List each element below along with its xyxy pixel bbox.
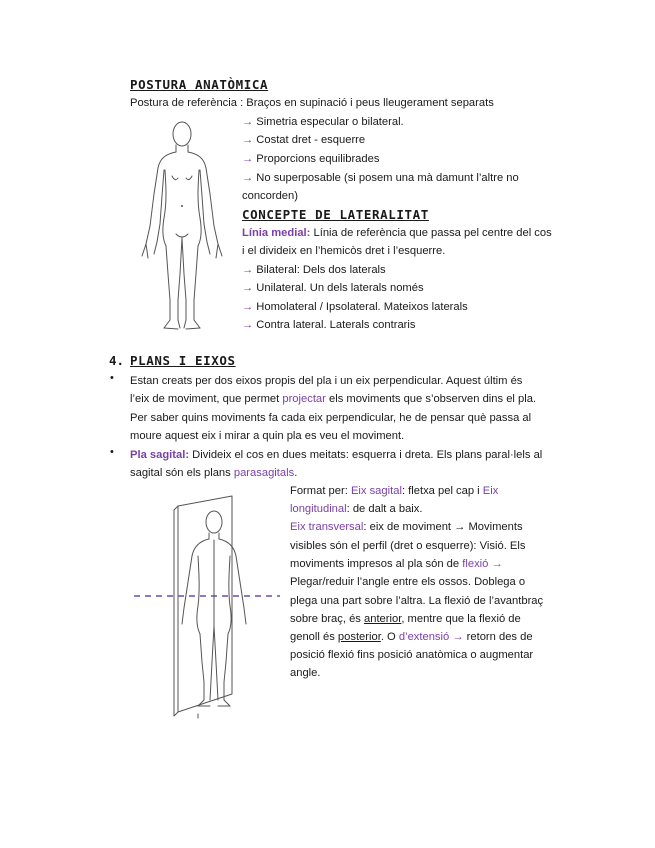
sagital-line: visibles són el perfil (dret o esquerre): Visió. Els (290, 540, 526, 552)
term-eix-sagital: Eix sagital (350, 485, 402, 497)
plans-bullet2-line: Pla sagital: Divideix el cos en dues meitats: esquerra i dreta. Els plans paral·lels al (130, 449, 543, 461)
lateralitat-definition-cont: i el divideix en l’hemicòs dret i l’esquerre. (242, 245, 446, 257)
arrow-icon: → (242, 153, 254, 165)
lateralitat-item: → Contra lateral. Laterals contraris (242, 319, 416, 331)
sagital-line: sobre braç, és anterior, mentre que la flexió de (290, 613, 521, 625)
sagittal-plane-figure-icon (132, 496, 292, 720)
section-number: 4. (109, 353, 125, 368)
sagital-line: posició flexió fins posició anatòmica o augmentar (290, 649, 534, 661)
arrow-icon: → (242, 134, 254, 146)
plans-bullet1-line: l’eix de moviment, que permet projectar els moviments que s’observen dins el pla. (130, 393, 537, 405)
sagital-line: Eix transversal: eix de moviment → Moviments (290, 521, 523, 533)
plans-bullet1-line: moure aquest eix i mirar a quin pla es veu el moviment. (130, 430, 405, 442)
lateralitat-item: → Bilateral: Dels dos laterals (242, 264, 386, 276)
bullet-icon: • (110, 446, 114, 458)
postura-item: → Costat dret - esquerre (242, 134, 366, 146)
lateralitat-item: → Homolateral / Ipsolateral. Mateixos laterals (242, 301, 468, 313)
lateralitat-item: → Unilateral. Un dels laterals només (242, 282, 424, 294)
sagital-line: moviments impresos al pla són de flexió → (290, 558, 503, 570)
anatomical-figure-icon (132, 114, 232, 334)
lateralitat-definition: Línia medial: Línia de referència que passa pel centre del cos (242, 227, 552, 239)
sagital-line: Plegar/reduir l’angle entre els ossos. Doblega o (290, 576, 526, 588)
arrow-icon: → (242, 282, 254, 294)
postura-item: → Proporcions equilibrades (242, 153, 380, 165)
postura-heading: POSTURA ANATÒMICA (130, 77, 269, 92)
arrow-icon: → (242, 116, 254, 128)
postura-item: → No superposable (si posem una mà damunt l’altre no (242, 172, 519, 184)
sagital-line: Format per: Eix sagital: fletxa pel cap i Eix (290, 485, 499, 497)
term-flexio: flexió → (462, 558, 503, 570)
postura-intro: Postura de referència : Braços en supinació i peus lleugerament separats (130, 97, 494, 109)
term-posterior: posterior (337, 631, 381, 643)
lateralitat-heading: CONCEPTE DE LATERALITAT (242, 207, 429, 222)
postura-item: → Simetria especular o bilateral. (242, 116, 404, 128)
sagital-line: plega una part sobre l’altra. La flexió de l’avantbraç (290, 595, 544, 607)
term-extensio: d’extensió → (398, 631, 464, 643)
term-projectar: projectar (282, 393, 326, 405)
arrow-icon: → (242, 319, 254, 331)
plans-heading: PLANS I EIXOS (130, 353, 236, 368)
term-parasagitals: parasagitals (233, 467, 295, 479)
term-longitudinal: longitudinal (290, 503, 347, 515)
term-eix-transversal: Eix transversal (290, 521, 364, 533)
arrow-icon: → (242, 301, 254, 313)
term-anterior: anterior (364, 613, 402, 625)
arrow-icon: → (242, 172, 254, 184)
plans-bullet1-line: Estan creats per dos eixos propis del pla i un eix perpendicular. Aquest últim és (130, 375, 523, 387)
sagital-line: longitudinal: de dalt a baix. (290, 503, 423, 515)
sagital-line: angle. (290, 667, 321, 679)
sagital-line: genoll és posterior. O d’extensió → retorn des de (290, 631, 533, 643)
plans-bullet1-line: Per saber quins moviments fa cada eix perpendicular, he de pensar què passa al (130, 412, 532, 424)
term-linia-medial: Línia medial: (242, 227, 311, 239)
postura-item-cont: concorden) (242, 190, 298, 202)
bullet-icon: • (110, 372, 114, 384)
arrow-icon: → (242, 264, 254, 276)
term-pla-sagital: Pla sagital: (130, 449, 190, 461)
plans-bullet2-line: sagital són els plans parasagitals. (130, 467, 298, 479)
